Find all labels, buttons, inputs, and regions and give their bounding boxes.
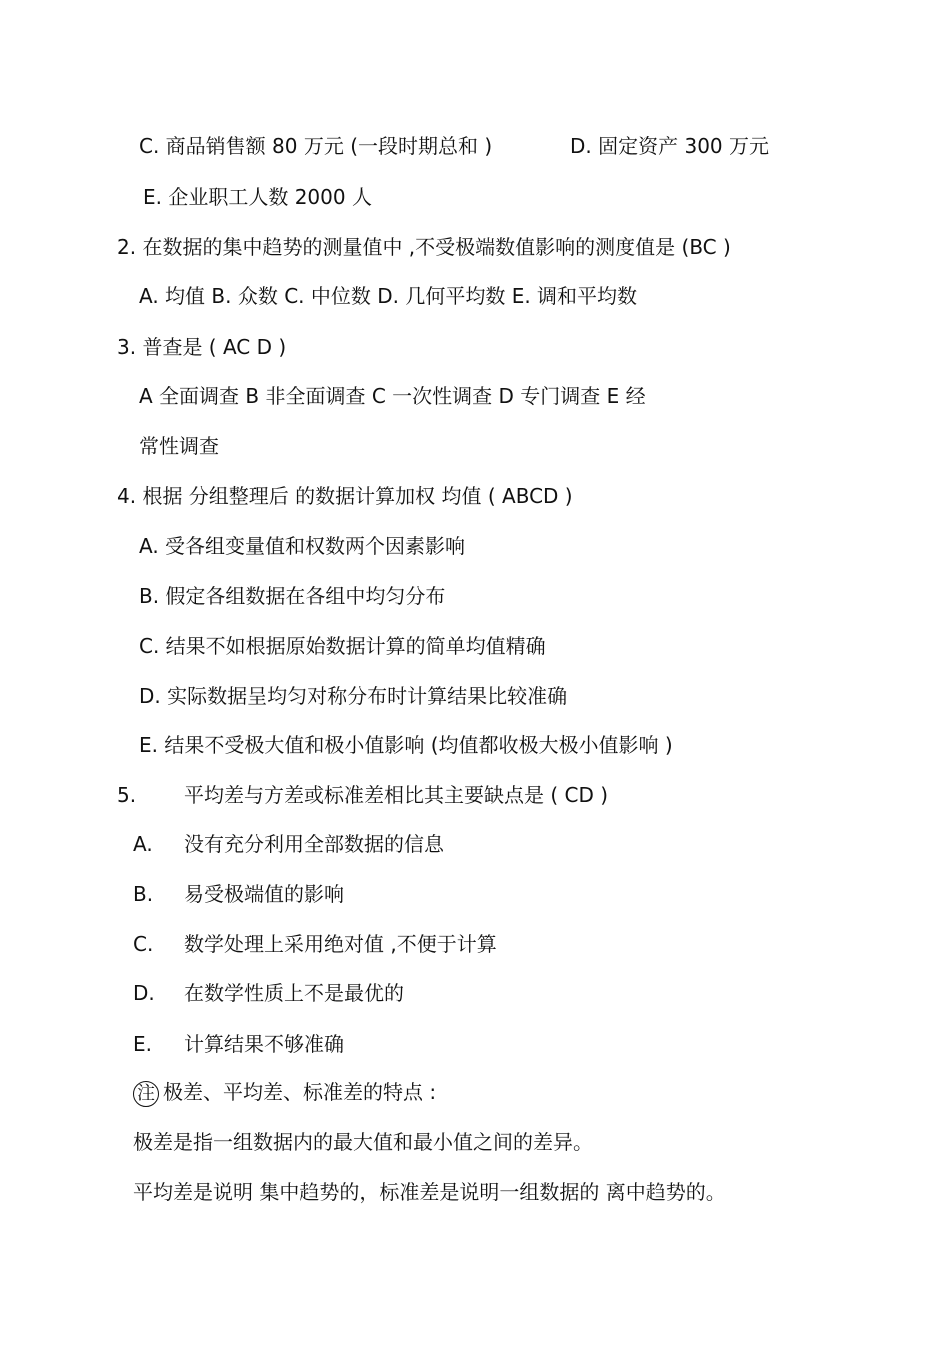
note-line-1: 极差是指一组数据内的最大值和最小值之间的差异。 [133,1130,593,1154]
option-c-line: C. 商品销售额 80 万元 (一段时期总和 ) [139,134,493,158]
question-2: 2. 在数据的集中趋势的测量值中 ,不受极端数值影响的测度值是 (BC ) [117,235,731,259]
question-5-text: 平均差与方差或标准差相比其主要缺点是 ( CD ) [184,783,609,807]
question-3-options-line2: 常性调查 [139,434,219,458]
question-4: 4. 根据 分组整理后 的数据计算加权 均值 ( ABCD ) [117,484,573,508]
note-title: 极差、平均差、标准差的特点 : [163,1080,437,1104]
question-3: 3. 普查是 ( AC D ) [117,335,287,359]
question-5-number: 5. [117,783,137,807]
question-2-options: A. 均值 B. 众数 C. 中位数 D. 几何平均数 E. 调和平均数 [139,284,638,308]
question-5-option-c: 数学处理上采用绝对值 ,不便于计算 [184,932,497,956]
option-e-line: E. 企业职工人数 2000 人 [143,185,372,209]
question-5-option-c-label: C. [133,932,154,956]
question-4-option-e: E. 结果不受极大值和极小值影响 (均值都收极大极小值影响 ) [139,733,673,757]
question-5-option-a-label: A. [133,832,153,856]
question-5-option-e: 计算结果不够准确 [184,1032,344,1056]
option-d-line: D. 固定资产 300 万元 [570,134,770,158]
question-4-option-a: A. 受各组变量值和权数两个因素影响 [139,534,466,558]
question-3-options-line1: A 全面调查 B 非全面调查 C 一次性调查 D 专门调查 E 经 [139,384,646,408]
note-heading [133,1079,436,1107]
question-5-option-d-label: D. [133,981,155,1005]
note-line-2: 平均差是说明 集中趋势的，标准差是说明一组数据的 离中趋势的。 [133,1180,726,1204]
note-circle-mark: 注 [133,1081,159,1107]
question-4-option-c: C. 结果不如根据原始数据计算的简单均值精确 [139,634,546,658]
question-4-option-d: D. 实际数据呈均匀对称分布时计算结果比较准确 [139,684,568,708]
question-5-option-e-label: E. [133,1032,152,1056]
question-5-option-b: 易受极端值的影响 [184,882,344,906]
question-5-option-d: 在数学性质上不是最优的 [184,981,404,1005]
question-5-option-a: 没有充分利用全部数据的信息 [184,832,444,856]
question-4-option-b: B. 假定各组数据在各组中均匀分布 [139,584,446,608]
question-5-option-b-label: B. [133,882,154,906]
